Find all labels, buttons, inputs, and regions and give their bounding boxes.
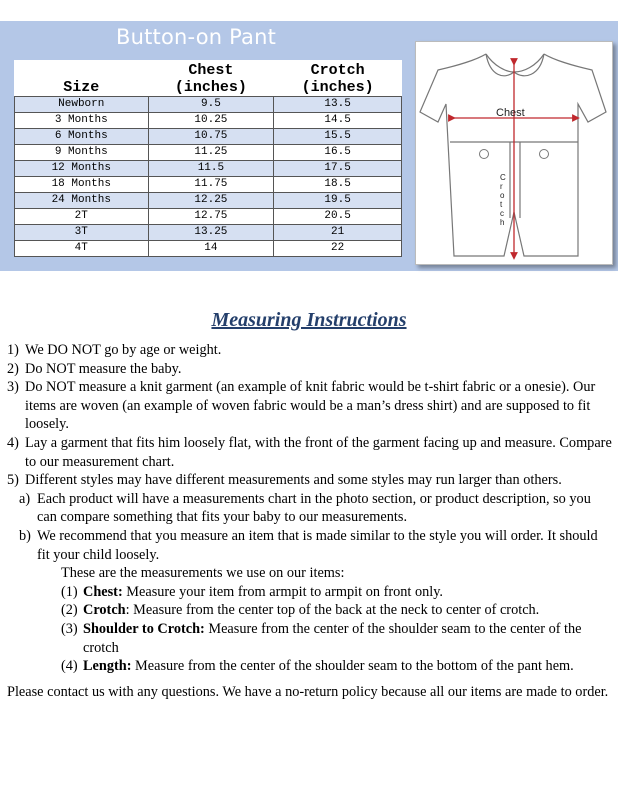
size-cell: 3 Months (15, 112, 149, 128)
table-row (15, 96, 402, 112)
chest-cell: 11.5 (148, 160, 274, 176)
table-row (15, 208, 402, 224)
garment-diagram (415, 41, 613, 265)
table-row (15, 224, 402, 240)
table-row (15, 240, 402, 256)
romper-sketch (416, 42, 612, 264)
size-cell: 2T (15, 208, 149, 224)
size-chart-table (14, 60, 402, 257)
size-cell: Newborn (15, 96, 149, 112)
list-item: 3) Do NOT measure a knit garment (an example of knit fabric would be t-shirt fabric or a onesie). Our items are woven (an example of woven fabric would be a man’s dress shirt) and are supposed to fit loosely. (7, 379, 596, 433)
chest-cell: 12.25 (148, 192, 274, 208)
crotch-cell: 13.5 (274, 96, 402, 112)
instructions-heading: Measuring Instructions (211, 309, 407, 331)
chest-cell: 13.25 (148, 224, 274, 240)
table-row (15, 160, 402, 176)
table-header-row (15, 60, 402, 96)
crotch-cell: 15.5 (274, 128, 402, 144)
table-row (15, 112, 402, 128)
chest-cell: 10.25 (148, 112, 274, 128)
chest-cell: 11.75 (148, 176, 274, 192)
crotch-cell: 16.5 (274, 144, 402, 160)
table-row (15, 176, 402, 192)
measurement-item: (2) Crotch: Measure from the center top of the back at the neck to center of crotch. (61, 602, 540, 619)
instructions-body (7, 341, 612, 701)
chest-cell: 12.75 (148, 208, 274, 224)
chest-cell: 14 (148, 240, 274, 256)
page-title: Button-on Pant (116, 25, 277, 49)
list-item: 5) Different styles may have different measurements and some styles may run larger than others. (7, 472, 562, 489)
chest-cell: 10.75 (148, 128, 274, 144)
chest-label: Chest (496, 107, 525, 119)
chest-cell: 11.25 (148, 144, 274, 160)
crotch-label: C r o t c h (500, 173, 506, 227)
list-item: 4) Lay a garment that fits him loosely flat, with the front of the garment facing up and measure. Compare to our measurement chart. (7, 434, 612, 470)
size-cell: 3T (15, 224, 149, 240)
size-cell: 24 Months (15, 192, 149, 208)
crotch-cell: 22 (274, 240, 402, 256)
contact-note: Please contact us with any questions. We have a no-return policy because all our items are made to order. (7, 683, 609, 700)
sub-list-item: b) We recommend that you measure an item that is made similar to the style you will order. It should fit your child loosely. (19, 527, 598, 563)
table-row (15, 192, 402, 208)
header-chest: Chest (inches) (148, 60, 274, 96)
table-row (15, 128, 402, 144)
list-item: 2) Do NOT measure the baby. (7, 360, 182, 377)
sub-list-item: a) Each product will have a measurements chart in the photo section, or product description, so you can compare something that fits your baby to our measurements. (19, 490, 591, 526)
crotch-cell: 19.5 (274, 192, 402, 208)
crotch-cell: 14.5 (274, 112, 402, 128)
header-crotch: Crotch (inches) (274, 60, 402, 96)
size-cell: 9 Months (15, 144, 149, 160)
crotch-cell: 21 (274, 224, 402, 240)
size-cell: 4T (15, 240, 149, 256)
size-cell: 18 Months (15, 176, 149, 192)
measurement-item: (3) Shoulder to Crotch: Measure from the center of the shoulder seam to the center of the crotch (61, 620, 582, 656)
table-row (15, 144, 402, 160)
crotch-cell: 17.5 (274, 160, 402, 176)
measurement-item: (4) Length: Measure from the center of the shoulder seam to the bottom of the pant hem. (61, 658, 574, 675)
chest-cell: 9.5 (148, 96, 274, 112)
measurement-item: (1) Chest: Measure your item from armpit to armpit on front only. (61, 583, 444, 600)
measurement-list (61, 564, 612, 676)
list-item: 1) We DO NOT go by age or weight. (7, 342, 222, 358)
size-cell: 12 Months (15, 160, 149, 176)
header-size: Size (15, 60, 149, 96)
measure-intro: These are the measurements we use on our items: (61, 565, 345, 582)
crotch-cell: 18.5 (274, 176, 402, 192)
romper-outline (420, 54, 606, 256)
size-cell: 6 Months (15, 128, 149, 144)
crotch-cell: 20.5 (274, 208, 402, 224)
